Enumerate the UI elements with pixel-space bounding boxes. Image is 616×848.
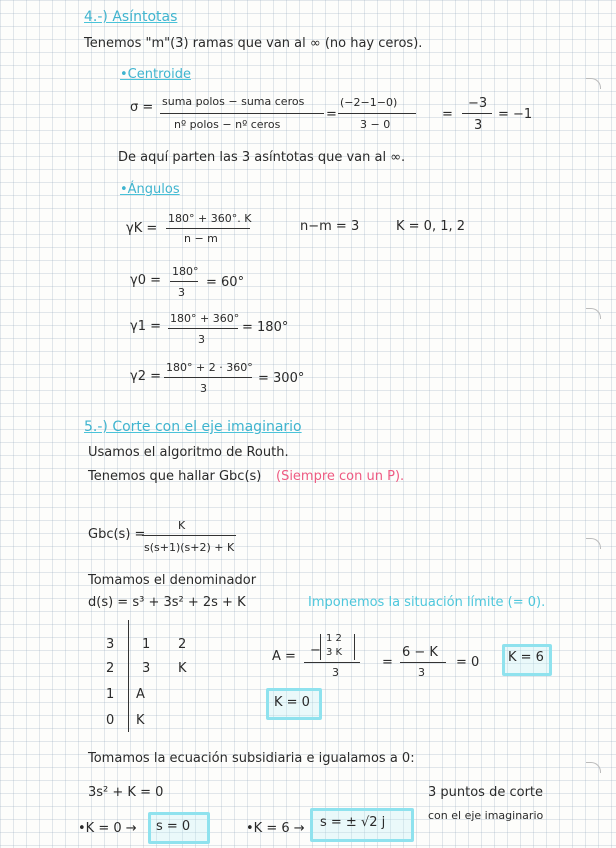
a-denominator: 3 — [332, 666, 339, 679]
gamma-0-denominator: 3 — [178, 286, 185, 299]
fraction-bar — [462, 113, 492, 114]
gbc-line: Tenemos que hallar Gbc(s) — [88, 469, 262, 484]
cut-points-line-1: 3 puntos de corte — [428, 785, 544, 800]
angulos-heading: •Ángulos — [120, 182, 180, 197]
fraction-bar — [338, 113, 416, 114]
fraction-bar — [166, 228, 250, 229]
a-equals-zero: = 0 — [456, 655, 480, 670]
page-curl-mark — [586, 78, 601, 89]
centroid-numerator-result: −3 — [468, 96, 488, 111]
equals-sign: = — [442, 107, 453, 122]
gamma-0-result: = 60° — [206, 275, 245, 290]
asymptote-note: De aquí parten las 3 asíntotas que van al ∞. — [118, 150, 406, 165]
n-minus-m: n−m = 3 — [300, 219, 360, 234]
centroid-denominator: nº polos − nº ceros — [174, 118, 281, 131]
routh-row-power: 1 — [106, 687, 115, 702]
determinant-top-row: 1 2 — [326, 633, 342, 644]
gamma-k-numerator: 180° + 360°. K — [168, 212, 252, 225]
fraction-bar — [142, 535, 236, 536]
fraction-bar — [304, 662, 360, 663]
characteristic-polynomial: d(s) = s³ + 3s² + 2s + K — [88, 595, 246, 610]
gamma-1-result: = 180° — [242, 320, 289, 335]
routh-cell: K — [178, 661, 187, 676]
a-label: A = — [272, 649, 296, 664]
a-minus: − — [310, 643, 321, 658]
sigma-label: σ = — [130, 100, 154, 115]
fraction-bar — [160, 113, 324, 114]
gamma-k-denominator: n − m — [184, 232, 218, 245]
centroide-heading: •Centroide — [120, 67, 191, 82]
section-5-title: 5.-) Corte con el eje imaginario — [84, 419, 302, 435]
result-k6-label: •K = 6 → — [246, 821, 305, 836]
routh-cell: A — [136, 687, 145, 702]
gamma-0-label: γ0 = — [130, 273, 161, 288]
fraction-bar — [400, 662, 446, 663]
gamma-k-label: γK = — [126, 221, 158, 236]
gamma-2-denominator: 3 — [200, 382, 207, 395]
fraction-bar — [164, 377, 252, 378]
determinant-bottom-row: 3 K — [326, 647, 343, 658]
page-curl-mark — [586, 538, 601, 549]
centroid-result: = −1 — [498, 107, 533, 122]
routh-row-power: 3 — [106, 637, 115, 652]
routh-cell: K — [136, 713, 145, 728]
routh-line: Usamos el algoritmo de Routh. — [88, 445, 289, 460]
centroid-numerator: suma polos − suma ceros — [162, 95, 305, 108]
page-curl-mark — [586, 308, 601, 319]
cut-points-line-2: con el eje imaginario — [428, 809, 544, 822]
routh-row-power: 0 — [106, 713, 115, 728]
routh-divider — [128, 620, 129, 732]
routh-cell: 2 — [178, 637, 187, 652]
gamma-2-numerator: 180° + 2 · 360° — [166, 361, 253, 374]
centroid-denominator-values: 3 − 0 — [360, 118, 391, 131]
page-curl-mark — [586, 762, 601, 773]
gbc-denominator: s(s+1)(s+2) + K — [144, 541, 235, 554]
fraction-bar — [168, 328, 238, 329]
a-denominator-simplified: 3 — [418, 666, 425, 679]
gamma-0-numerator: 180° — [172, 265, 199, 278]
section-4-title: 4.-) Asíntotas — [84, 9, 178, 25]
routh-cell: 3 — [142, 661, 151, 676]
centroid-denominator-result: 3 — [474, 118, 483, 133]
determinant-bar — [320, 634, 321, 660]
routh-cell: 1 — [142, 637, 151, 652]
equals-sign: = — [326, 107, 337, 122]
gamma-2-label: γ2 = — [130, 369, 161, 384]
section-4-intro: Tenemos "m"(3) ramas que van al ∞ (no hay ceros). — [84, 36, 423, 51]
result-k6-value: s = ± √2 j — [320, 815, 386, 830]
gamma-1-denominator: 3 — [198, 333, 205, 346]
k-equals-6: K = 6 — [508, 650, 544, 665]
auxiliary-equation-label: Tomamos la ecuación subsidiaria e igualamos a 0: — [88, 751, 415, 766]
k-values: K = 0, 1, 2 — [396, 219, 466, 234]
gamma-1-numerator: 180° + 360° — [170, 312, 240, 325]
result-k0-value: s = 0 — [156, 819, 191, 834]
centroid-numerator-values: (−2−1−0) — [340, 96, 398, 109]
gbc-note: (Siempre con un P). — [276, 469, 405, 484]
gbc-numerator: K — [178, 519, 186, 532]
gbc-label: Gbc(s) = — [88, 527, 146, 542]
gamma-1-label: γ1 = — [130, 319, 161, 334]
a-numerator-simplified: 6 − K — [402, 645, 438, 660]
auxiliary-equation: 3s² + K = 0 — [88, 785, 164, 800]
gamma-2-result: = 300° — [258, 371, 305, 386]
routh-row-power: 2 — [106, 661, 115, 676]
denominator-label: Tomamos el denominador — [88, 573, 257, 588]
result-k0-label: •K = 0 → — [78, 821, 137, 836]
determinant-bar — [354, 634, 355, 660]
equals-sign: = — [382, 655, 393, 670]
limit-condition: Imponemos la situación límite (= 0). — [308, 595, 546, 610]
k-equals-0: K = 0 — [274, 695, 310, 710]
fraction-bar — [170, 281, 198, 282]
